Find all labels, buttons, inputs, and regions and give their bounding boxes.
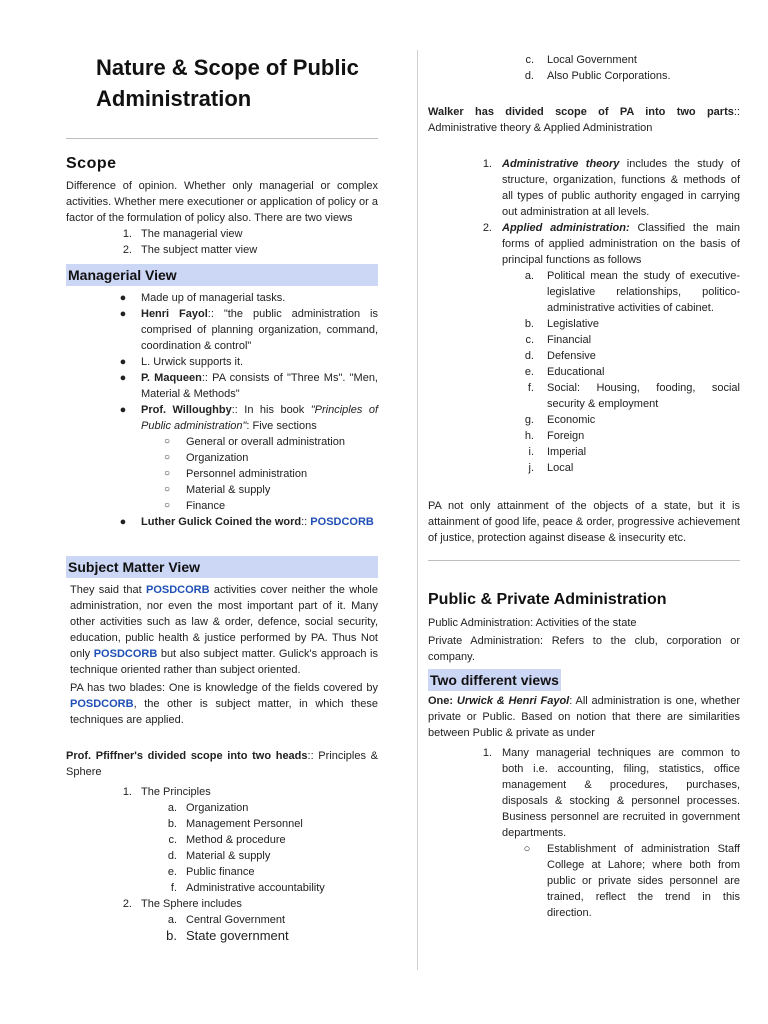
forms-list [428, 268, 740, 476]
list-item: ○ Organization [163, 452, 249, 464]
list-item: d. Material & supply [167, 850, 271, 862]
right-column [428, 52, 740, 921]
public-definition: Public Administration: Activities of the state [428, 617, 637, 629]
one-view-paragraph: One: Urwick & Henri Fayol: All administration is one, whether private or Public. Based on notion that there are similarities between Public & private as under [428, 695, 740, 739]
list-item: e. Public finance [167, 866, 255, 878]
sections-list [66, 434, 378, 514]
similarities-sublist [428, 841, 740, 921]
list-item: b. Management Personnel [167, 818, 303, 830]
list-item: ○ General or overall administration [163, 436, 345, 448]
list-item: ● Made up of managerial tasks. [119, 292, 286, 304]
list-item: a. Central Government [167, 914, 286, 926]
sphere-label-list [66, 896, 378, 912]
list-item: ● Prof. Willoughby:: In his book "Principles of Public administration": Five sections [119, 404, 378, 432]
list-item: ● Henri Fayol:: "the public administration is comprised of planning organization, command, coordination & control" [119, 308, 379, 352]
public-private-heading: Public & Private Administration [428, 591, 667, 608]
sphere-list [66, 912, 378, 944]
column-divider [417, 50, 418, 970]
list-item: ○ Finance [163, 500, 226, 512]
managerial-list [66, 290, 378, 434]
list-item: ● L. Urwick supports it. [119, 356, 244, 368]
list-item: i. Imperial [528, 446, 587, 458]
list-item: ○ Material & supply [163, 484, 271, 496]
subject-paragraph-1: They said that POSDCORB activities cover neither the whole administration, nor even the most important part of it. Many other activities such as law & order, defence, social security, education, public health & justice performed by PA. Thus Not only POSDCORB but also subject matter. Gulick's approach is technique oriented rather than subject oriented. [70, 584, 378, 676]
list-item: ● P. Maqueen:: PA consists of "Three Ms". "Men, Material & Methods" [119, 372, 378, 400]
left-column [66, 52, 378, 944]
two-views-heading: Two different views [428, 669, 561, 691]
list-item: c. Local Government [525, 54, 637, 66]
list-item: e. Educational [524, 366, 605, 378]
scope-intro: Difference of opinion. Whether only managerial or complex activities. Whether mere executioner or application of policy or a factor of the formulation of policy also. There are two views [66, 180, 378, 224]
list-item: 1. The managerial view [122, 228, 243, 240]
list-item: g. Economic [524, 414, 596, 426]
list-item: 1. The Principles [122, 786, 211, 798]
scope-heading: Scope [66, 155, 117, 172]
list-item: j. Local [528, 462, 574, 474]
list-item: c. Financial [525, 334, 592, 346]
list-item: a. Political mean the study of executive-legislative relationships, politico-administrative activities of cabinet. [524, 270, 740, 314]
list-item: 2. The Sphere includes [122, 898, 242, 910]
list-item: 2. Applied administration: Classified the main forms of applied administration on the basis of principal functions as follows [482, 222, 740, 266]
subject-paragraph-2: PA has two blades: One is knowledge of the fields covered by POSDCORB, the other is subject matter, in which these techniques are applied. [70, 682, 378, 726]
list-item: b. State government [166, 928, 289, 943]
managerial-view-heading: Managerial View [66, 264, 378, 286]
list-item: b. Legislative [524, 318, 599, 330]
list-item: d. Defensive [524, 350, 596, 362]
list-item: ○ Establishment of administration Staff College at Lahore; where both from public or private sides personnel are trained, reflect the trend in this direction. [523, 843, 740, 919]
pfiffner-list [66, 784, 378, 800]
gulick-list [66, 514, 378, 530]
pa-note-paragraph: PA not only attainment of the objects of a state, but it is attainment of good life, peace & order, progressive achievement of justice, protection against disease & insecurity etc. [428, 500, 740, 544]
list-item: c. Method & procedure [168, 834, 286, 846]
list-item: f. Social: Housing, fooding, social security & employment [527, 382, 740, 410]
list-item: 1. Many managerial techniques are common to both i.e. accounting, filing, statistics, office management & procedures, purchases, disposals & stocking & personnel processes. Business personnel are recruited in government departments. [482, 747, 740, 839]
list-item: d. Also Public Corporations. [524, 70, 671, 82]
subject-matter-view-heading: Subject Matter View [66, 556, 378, 578]
walker-list [428, 156, 740, 268]
walker-paragraph: Walker has divided scope of PA into two parts:: Administrative theory & Applied Administration [428, 106, 740, 134]
pfiffner-paragraph: Prof. Pfiffner's divided scope into two heads:: Principles & Sphere [66, 750, 378, 778]
list-item: f. Administrative accountability [170, 882, 325, 894]
sphere-list-continued [428, 52, 740, 84]
page-title: Nature & Scope of Public Administration [96, 55, 359, 111]
private-definition: Private Administration: Refers to the club, corporation or company. [428, 635, 740, 663]
list-item: ○ Personnel administration [163, 468, 308, 480]
list-item: a. Organization [167, 802, 249, 814]
views-list [66, 226, 378, 258]
list-item: 2. The subject matter view [122, 244, 258, 256]
list-item: 1. Administrative theory includes the study of structure, organization, functions & methods of all types of public authority engaged in carrying out administration at all levels. [482, 158, 740, 218]
list-item: ● Luther Gulick Coined the word:: POSDCORB [119, 516, 374, 528]
principles-list [66, 800, 378, 896]
similarities-list [428, 745, 740, 841]
list-item: h. Foreign [524, 430, 585, 442]
